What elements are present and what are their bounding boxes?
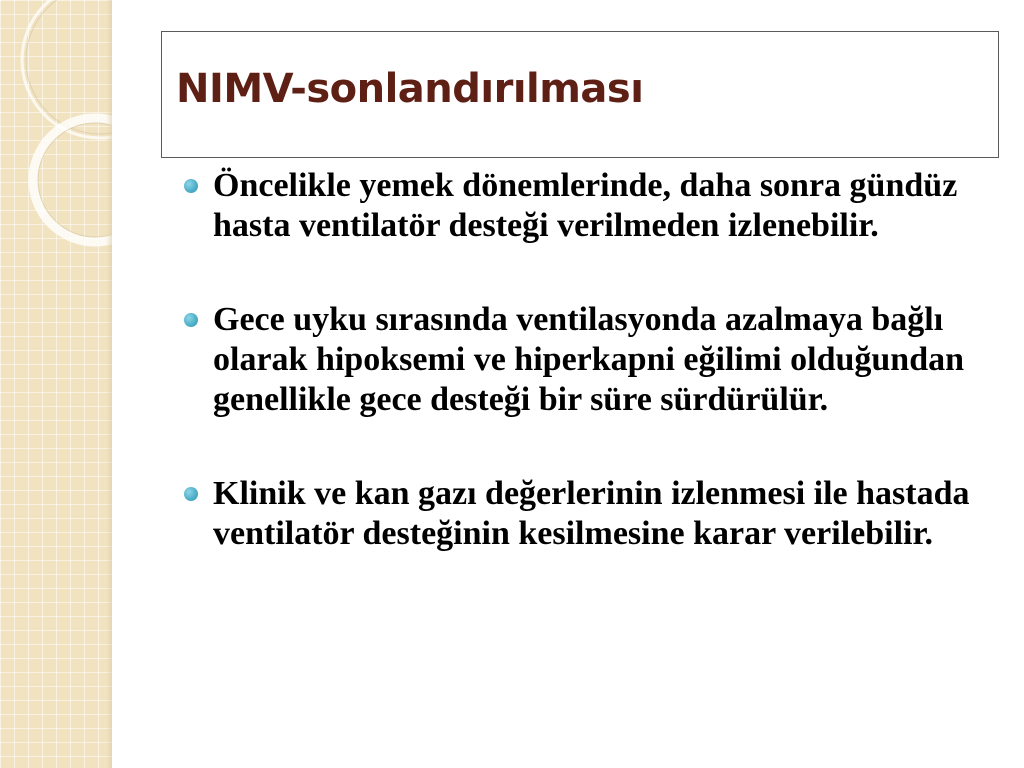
bullet-text: Öncelikle yemek dönemlerinde, daha sonra gündüz hasta ventilatör desteği verilmeden izlenebilir. xyxy=(213,167,958,244)
title-box xyxy=(161,31,999,158)
bullet-item xyxy=(180,474,980,554)
bullet-item xyxy=(180,166,980,246)
bullet-marker-icon xyxy=(184,487,198,501)
slide-title: NIMV-sonlandırılması xyxy=(176,66,644,112)
bullet-text: Gece uyku sırasında ventilasyonda azalmaya bağlı olarak hipoksemi ve hiperkapni eğilimi olduğundan genellikle gece desteği bir süre sürdürülür. xyxy=(213,301,965,418)
bullet-marker-icon xyxy=(184,179,198,193)
bullet-list xyxy=(180,166,980,554)
decorative-side-panel xyxy=(0,0,112,768)
bullet-item xyxy=(180,300,980,420)
bullet-marker-icon xyxy=(184,313,198,327)
bullet-text: Klinik ve kan gazı değerlerinin izlenmesi ile hastada ventilatör desteğinin kesilmesine karar verilebilir. xyxy=(213,475,970,552)
decorative-circles xyxy=(0,0,112,260)
